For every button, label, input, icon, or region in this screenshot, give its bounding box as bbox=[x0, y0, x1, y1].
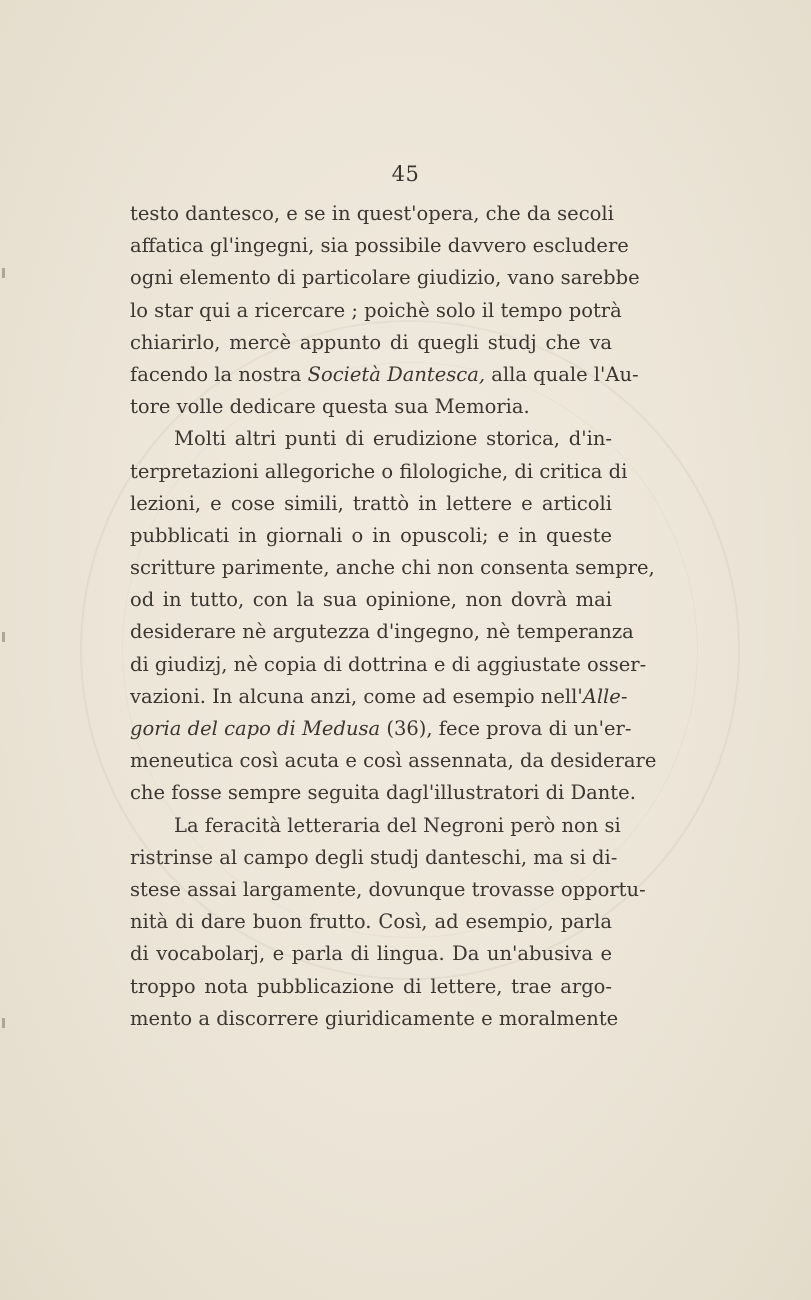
text-line bbox=[130, 456, 628, 488]
text-segment: mento a discorrere giuridicamente e moralmente bbox=[130, 1006, 619, 1030]
text-segment: meneutica così acuta e così assennata, da desiderare bbox=[130, 749, 657, 773]
text-line bbox=[130, 713, 632, 745]
text-segment: Molti altri punti di erudizione storica, d'in- bbox=[174, 427, 612, 451]
text-line bbox=[130, 1003, 619, 1035]
text-line bbox=[130, 842, 618, 874]
text-segment: facendo la nostra bbox=[130, 362, 308, 386]
text-line bbox=[130, 423, 612, 455]
text-segment: di vocabolarj, e parla di lingua. Da un'abusiva e bbox=[130, 942, 612, 966]
italic-text: goria del capo di Medusa bbox=[130, 717, 381, 740]
text-line bbox=[130, 391, 612, 423]
text-segment: desiderare nè argutezza d'ingegno, nè temperanza bbox=[130, 620, 634, 644]
italic-text: Società Dantesca, bbox=[307, 362, 486, 386]
text-line bbox=[130, 198, 612, 230]
text-segment: ogni elemento di particolare giudizio, vano sarebbe bbox=[130, 266, 640, 290]
text-segment: chiarirlo, mercè appunto di quegli studj che va bbox=[130, 330, 612, 354]
text-segment: tore volle dedicare questa sua Memoria. bbox=[130, 395, 530, 419]
edge-mark bbox=[2, 632, 5, 642]
text-segment: troppo nota pubblicazione di lettere, trae argo- bbox=[130, 974, 612, 998]
text-segment: stese assai largamente, dovunque trovasse opportu- bbox=[130, 877, 646, 901]
text-line bbox=[130, 262, 640, 294]
text-line bbox=[130, 327, 612, 359]
text-line bbox=[130, 681, 628, 713]
text-line bbox=[130, 520, 612, 552]
text-segment: affatica gl'ingegni, sia possibile davvero escludere bbox=[130, 234, 629, 258]
text-segment: lezioni, e cose simili, trattò in lettere e articoli bbox=[130, 491, 612, 515]
text-segment: alla quale l'Au- bbox=[485, 362, 639, 386]
text-segment: pubblicati in giornali o in opuscoli; e in queste bbox=[130, 523, 612, 547]
text-segment: terpretazioni allegoriche o filologiche, di critica di bbox=[130, 459, 628, 483]
text-line bbox=[130, 616, 634, 648]
text-segment: testo dantesco, e se in quest'opera, che da secoli bbox=[130, 202, 614, 225]
text-line bbox=[130, 649, 647, 681]
text-line bbox=[130, 584, 612, 616]
body-text bbox=[130, 198, 657, 1035]
page-number: 45 bbox=[391, 162, 420, 186]
text-line bbox=[130, 295, 622, 327]
text-segment: nità di dare buon frutto. Così, ad esempio, parla bbox=[130, 910, 612, 934]
text-segment: di giudizj, nè copia di dottrina e di aggiustate osser- bbox=[130, 652, 647, 676]
text-line bbox=[130, 359, 639, 391]
edge-mark bbox=[2, 1018, 5, 1028]
text-segment: (36), fece prova di un'er- bbox=[380, 717, 632, 740]
text-segment: La feracità letteraria del Negroni però non si bbox=[174, 813, 621, 837]
text-line bbox=[130, 230, 629, 262]
text-segment: lo star qui a ricercare ; poichè solo il tempo potrà bbox=[130, 298, 622, 322]
text-segment: vazioni. In alcuna anzi, come ad esempio nell' bbox=[130, 684, 583, 708]
text-line bbox=[130, 777, 636, 809]
text-line bbox=[130, 906, 612, 938]
text-line bbox=[130, 874, 646, 906]
text-line bbox=[130, 552, 655, 584]
text-segment: ristrinse al campo degli studj danteschi, ma si di- bbox=[130, 845, 618, 869]
text-line bbox=[130, 971, 612, 1003]
text-line bbox=[130, 488, 612, 520]
text-segment: scritture parimente, anche chi non consenta sempre, bbox=[130, 556, 655, 580]
text-segment: che fosse sempre seguita dagl'illustratori di Dante. bbox=[130, 781, 636, 805]
text-segment: od in tutto, con la sua opinione, non dovrà mai bbox=[130, 588, 612, 612]
edge-mark bbox=[2, 268, 5, 278]
text-line bbox=[130, 938, 612, 970]
text-line bbox=[130, 810, 621, 842]
italic-text: Alle- bbox=[582, 684, 628, 708]
text-line bbox=[130, 745, 657, 777]
